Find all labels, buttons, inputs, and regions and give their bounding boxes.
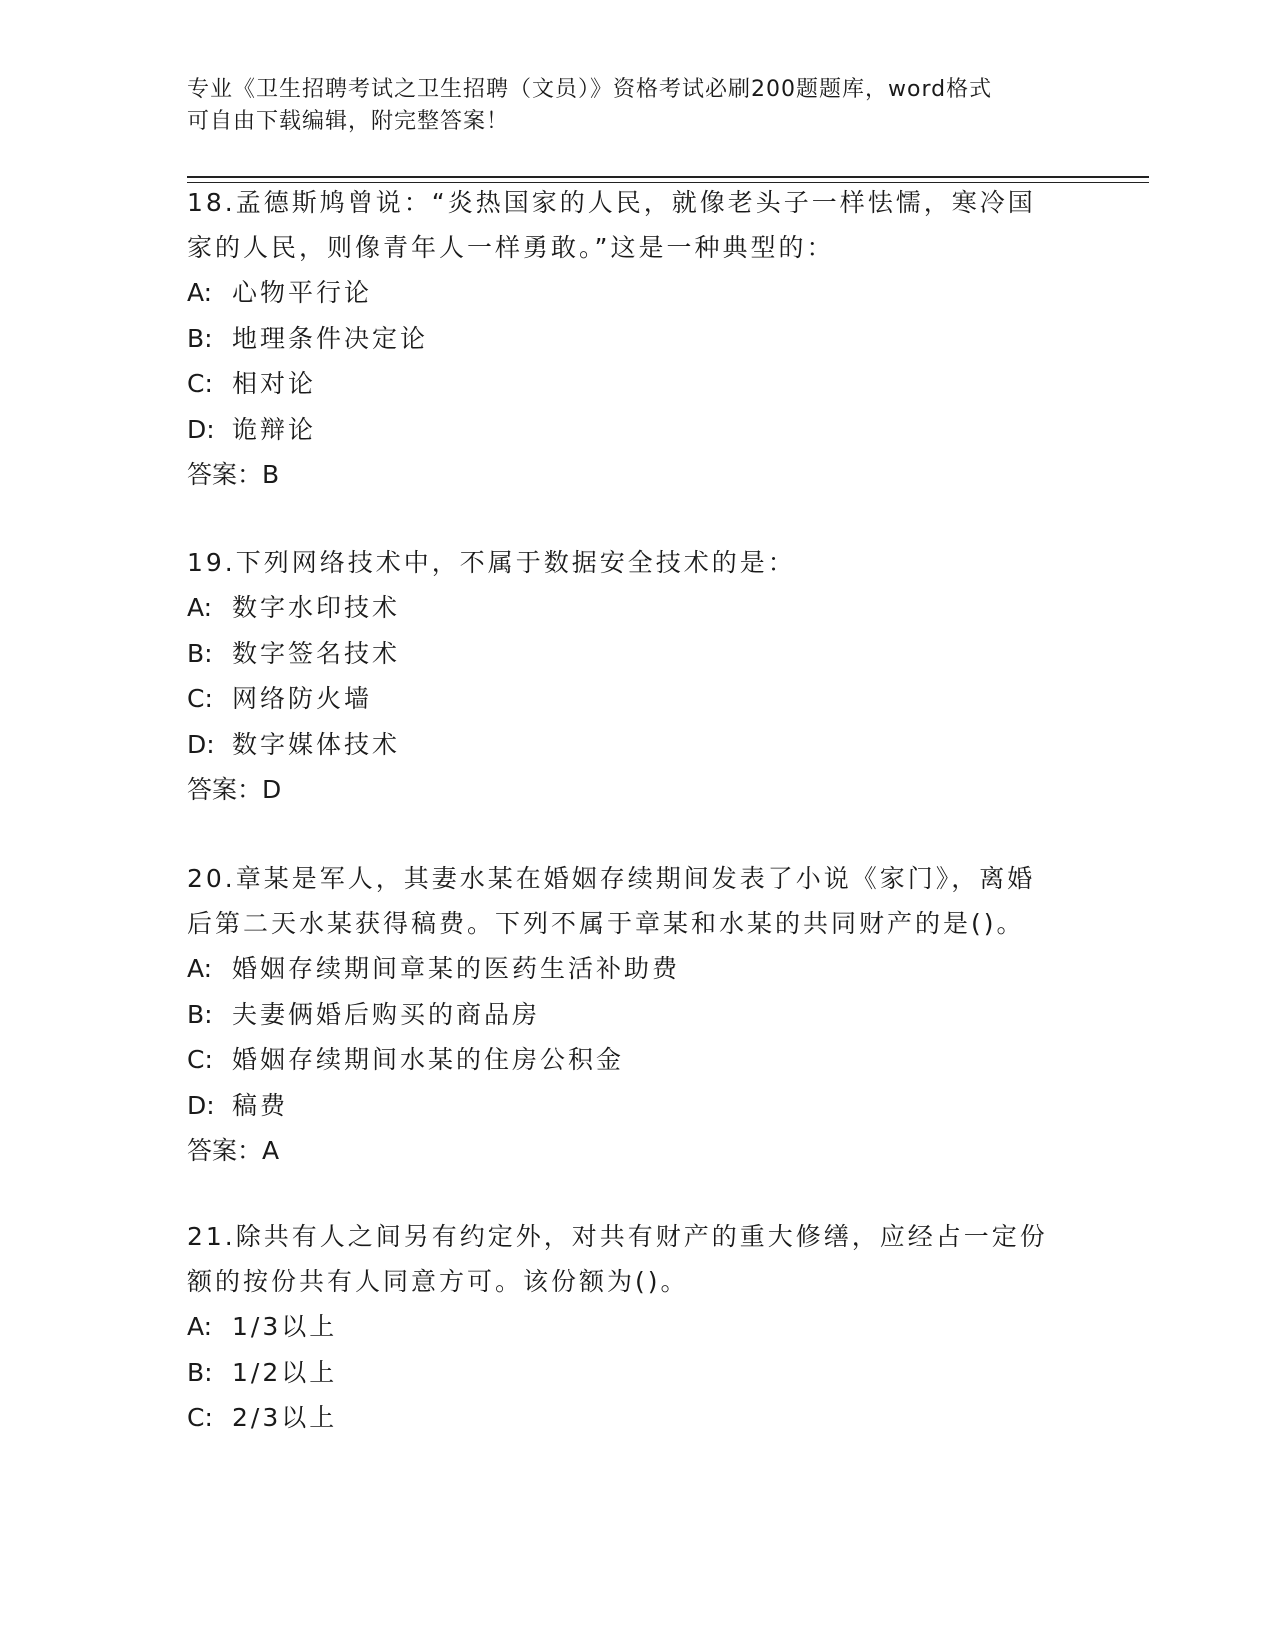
option-text: 数字水印技术: [232, 593, 401, 622]
option-text: 网络防火墙: [232, 684, 373, 713]
question-20: [187, 856, 1087, 1173]
option-text: 1/3以上: [232, 1312, 338, 1341]
option-letter: C:: [187, 684, 213, 713]
option-d: [187, 407, 1087, 453]
option-c: [187, 1395, 1087, 1441]
option-letter: B:: [187, 638, 213, 668]
option-letter: C:: [187, 1045, 213, 1074]
option-letter: A:: [187, 1312, 213, 1341]
option-letter: B:: [187, 323, 213, 353]
option-text: 诡辩论: [232, 414, 317, 444]
option-text: 夫妻俩婚后购买的商品房: [232, 999, 541, 1029]
option-letter: B:: [187, 999, 213, 1029]
option-letter: D:: [187, 1090, 215, 1120]
question-stem-line: 21.除共有人之间另有约定外，对共有财产的重大修缮，应经占一定份: [187, 1222, 1048, 1251]
answer-line: 答案：B: [187, 460, 280, 489]
option-letter: C:: [187, 369, 213, 398]
option-b: [187, 1350, 1087, 1396]
question-21: [187, 1214, 1087, 1441]
answer-line: 答案：A: [187, 1136, 280, 1165]
option-b: [187, 631, 1087, 677]
option-c: [187, 676, 1087, 722]
option-letter: B:: [187, 1357, 213, 1387]
question-18: [187, 180, 1087, 497]
option-a: [187, 946, 1087, 992]
option-letter: A:: [187, 593, 213, 622]
option-text: 婚姻存续期间水某的住房公积金: [232, 1045, 625, 1074]
option-b: [187, 992, 1087, 1038]
question-stem-line: 额的按份共有人同意方可。该份额为()。: [187, 1267, 689, 1296]
question-stem-line: 20.章某是军人，其妻水某在婚姻存续期间发表了小说《家门》，离婚: [187, 864, 1036, 893]
option-c: [187, 361, 1087, 407]
question-stem-line: 家的人民，则像青年人一样勇敢。”这是一种典型的：: [187, 233, 835, 262]
question-19: [187, 540, 1087, 812]
header-line-2: 可自由下载编辑，附完整答案！: [187, 109, 510, 134]
option-letter: D:: [187, 729, 215, 759]
option-b: [187, 316, 1087, 362]
option-text: 相对论: [232, 369, 317, 398]
option-letter: C:: [187, 1403, 213, 1432]
option-text: 心物平行论: [232, 278, 373, 307]
option-c: [187, 1037, 1087, 1083]
option-a: [187, 1304, 1087, 1350]
question-stem-line: 后第二天水某获得稿费。下列不属于章某和水某的共同财产的是()。: [187, 909, 1025, 938]
question-stem-line: 18.孟德斯鸠曾说：“炎热国家的人民，就像老头子一样怯懦，寒冷国: [187, 188, 1036, 217]
option-text: 稿费: [232, 1090, 289, 1120]
question-stem-line: 19.下列网络技术中，不属于数据安全技术的是：: [187, 548, 796, 577]
option-text: 婚姻存续期间章某的医药生活补助费: [232, 954, 681, 983]
option-d: [187, 1083, 1087, 1129]
option-text: 数字签名技术: [232, 638, 401, 668]
option-text: 地理条件决定论: [232, 323, 429, 353]
option-text: 数字媒体技术: [232, 729, 401, 759]
option-text: 2/3以上: [232, 1403, 338, 1432]
answer-line: 答案：D: [187, 775, 282, 804]
header-line-1: 专业《卫生招聘考试之卫生招聘（文员）》资格考试必刷200题题库，word格式: [187, 77, 993, 102]
document-header: [187, 74, 1067, 138]
option-text: 1/2以上: [232, 1357, 338, 1387]
option-d: [187, 722, 1087, 768]
option-a: [187, 270, 1087, 316]
option-letter: A:: [187, 278, 213, 307]
option-letter: D:: [187, 414, 215, 444]
header-divider-thick: [187, 176, 1149, 178]
option-letter: A:: [187, 954, 213, 983]
option-a: [187, 585, 1087, 631]
